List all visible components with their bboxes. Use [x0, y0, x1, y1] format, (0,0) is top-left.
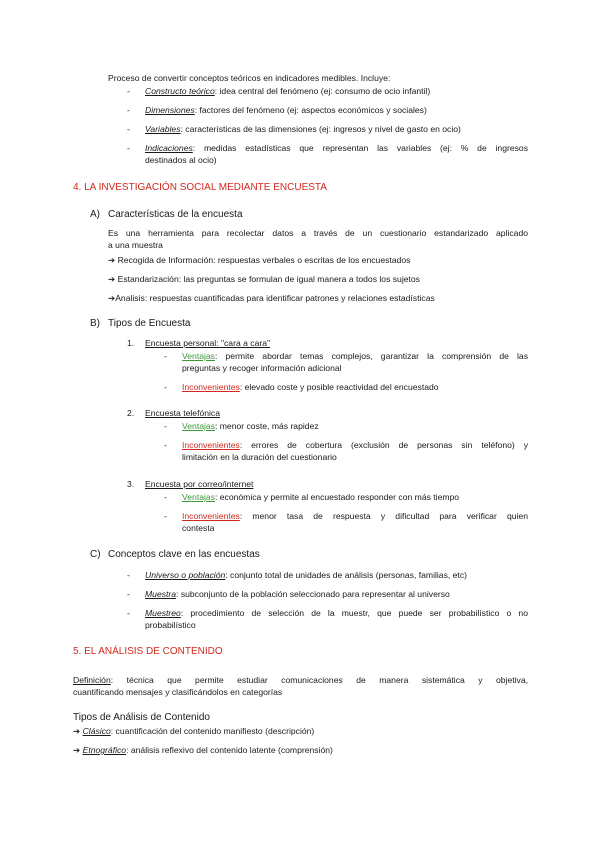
list-item [145, 124, 461, 135]
description: : factores del fenómeno (ej: aspectos económicos y sociales) [194, 105, 427, 115]
bullet-dash: - [127, 86, 130, 96]
disadvantages [182, 511, 528, 522]
survey-type-name: Encuesta personal: "cara a cara" [145, 338, 271, 348]
term: Clásico [82, 726, 111, 736]
description-cont: destinados al ocio) [145, 155, 217, 165]
description: : idea central del fenómeno (ej: consumo de ocio infantil) [214, 86, 431, 96]
definition-cont: cuantificando mensajes y clasificándolos en categorías [73, 687, 283, 697]
bullet-dash: - [127, 143, 130, 153]
disadvantages-text: : errores de cobertura (exclusión de personas sin teléfono) y [239, 440, 528, 450]
advantages [182, 351, 528, 362]
list-number: 2. [127, 408, 135, 418]
term: Variables [145, 124, 181, 134]
bullet-dash: - [127, 124, 130, 134]
subsection-title: Tipos de Encuesta [108, 318, 191, 329]
advantages-label: Ventajas [182, 492, 215, 502]
arrow-icon: ➔ [73, 745, 83, 755]
section-heading: 4. LA INVESTIGACIÓN SOCIAL MEDIANTE ENCUESTA [73, 182, 327, 193]
disadvantages [182, 440, 528, 451]
advantages-text: : permite abordar temas complejos, garantizar la comprensión de las [214, 351, 528, 361]
description: : características de las dimensiones (ej: ingresos y nivel de gasto en ocio) [180, 124, 461, 134]
bullet-dash: - [164, 351, 167, 361]
definition [73, 675, 528, 686]
advantages-text: : menor coste, más rapidez [214, 421, 319, 431]
survey-type-name: Encuesta por correo/internet [145, 479, 254, 489]
bullet-dash: - [164, 440, 167, 450]
arrow-item [73, 726, 314, 737]
disadvantages-text: : menor tasa de respuesta y dificultad para verificar quien [239, 511, 528, 521]
list-item [145, 105, 427, 116]
arrow-item: ➔Analisis: respuestas cuantificadas para identificar patrones y relaciones estadísticas [108, 293, 435, 303]
bullet-dash: - [127, 570, 130, 580]
section-heading: 5. EL ANÁLISIS DE CONTENIDO [73, 646, 223, 657]
paragraph-cont: a una muestra [108, 240, 163, 250]
description: : conjunto total de unidades de análisis (personas, familias, etc) [225, 570, 467, 580]
bullet-dash: - [164, 511, 167, 521]
list-item [145, 143, 528, 154]
bullet-dash: - [127, 589, 130, 599]
list-item [145, 570, 467, 581]
list-item [145, 86, 430, 97]
bullet-dash: - [127, 105, 130, 115]
definition-term: Definición [73, 675, 111, 685]
subsection-label: C) [90, 549, 101, 560]
disadvantages [182, 382, 439, 393]
advantages-label: Ventajas [182, 421, 215, 431]
list-item [145, 589, 450, 600]
disadvantages-label: Inconvenientes [182, 511, 240, 521]
advantages [182, 421, 319, 432]
disadvantages-cont: contesta [182, 523, 215, 533]
description: : análisis reflexivo del contenido latente (comprensión) [126, 745, 333, 755]
operationalization-intro: Proceso de convertir conceptos teóricos en indicadores medibles. Incluye: [108, 73, 391, 83]
arrow-icon: ➔ [73, 726, 83, 736]
description-cont: probabilístico [145, 620, 196, 630]
subsection-title: Conceptos clave en las encuestas [108, 549, 260, 560]
advantages [182, 492, 459, 503]
term: Indicaciones [145, 143, 193, 153]
description: : medidas estadísticas que representan las variables (ej: % de ingresos [192, 143, 528, 153]
list-item [145, 608, 528, 619]
arrow-item: ➔ Recogida de Información: respuestas verbales o escritas de los encuestados [108, 255, 411, 265]
bullet-dash: - [164, 382, 167, 392]
list-number: 3. [127, 479, 135, 489]
arrow-item [73, 745, 333, 756]
disadvantages-text: : elevado coste y posible reactividad del encuestado [239, 382, 439, 392]
term: Constructo teórico [145, 86, 215, 96]
disadvantages-label: Inconvenientes [182, 382, 240, 392]
advantages-label: Ventajas [182, 351, 215, 361]
bullet-dash: - [127, 608, 130, 618]
list-number: 1. [127, 338, 135, 348]
term: Etnográfico [82, 745, 127, 755]
definition-text: : técnica que permite estudiar comunicaciones de manera sistemática y objetiva, [110, 675, 528, 685]
subsection-label: B) [90, 318, 100, 329]
description: : procedimiento de selección de la muestr, que puede ser probabilístico o no [180, 608, 528, 618]
subsection-label: A) [90, 209, 100, 220]
description: : subconjunto de la población seleccionado para representar al universo [176, 589, 450, 599]
bullet-dash: - [164, 492, 167, 502]
term: Universo o población [145, 570, 226, 580]
survey-type-name: Encuesta telefónica [145, 408, 221, 418]
subsection-title: Características de la encuesta [108, 209, 243, 220]
term: Muestreo [145, 608, 181, 618]
disadvantages-label: Inconvenientes [182, 440, 240, 450]
term: Dimensiones [145, 105, 195, 115]
description: : cuantificación del contenido manifiesto (descripción) [110, 726, 315, 736]
subsection-title: Tipos de Análisis de Contenido [73, 712, 210, 723]
arrow-item: ➔ Estandarización: las preguntas se formulan de igual manera a todos los sujetos [108, 274, 420, 284]
bullet-dash: - [164, 421, 167, 431]
disadvantages-cont: limitación en la duración del cuestionario [182, 452, 337, 462]
advantages-text: : económica y permite al encuestado responder con más tiempo [214, 492, 460, 502]
paragraph: Es una herramienta para recolectar datos a través de un cuestionario estandarizado aplicado [108, 228, 528, 238]
advantages-cont: preguntas y recoger información adicional [182, 363, 342, 373]
term: Muestra [145, 589, 177, 599]
